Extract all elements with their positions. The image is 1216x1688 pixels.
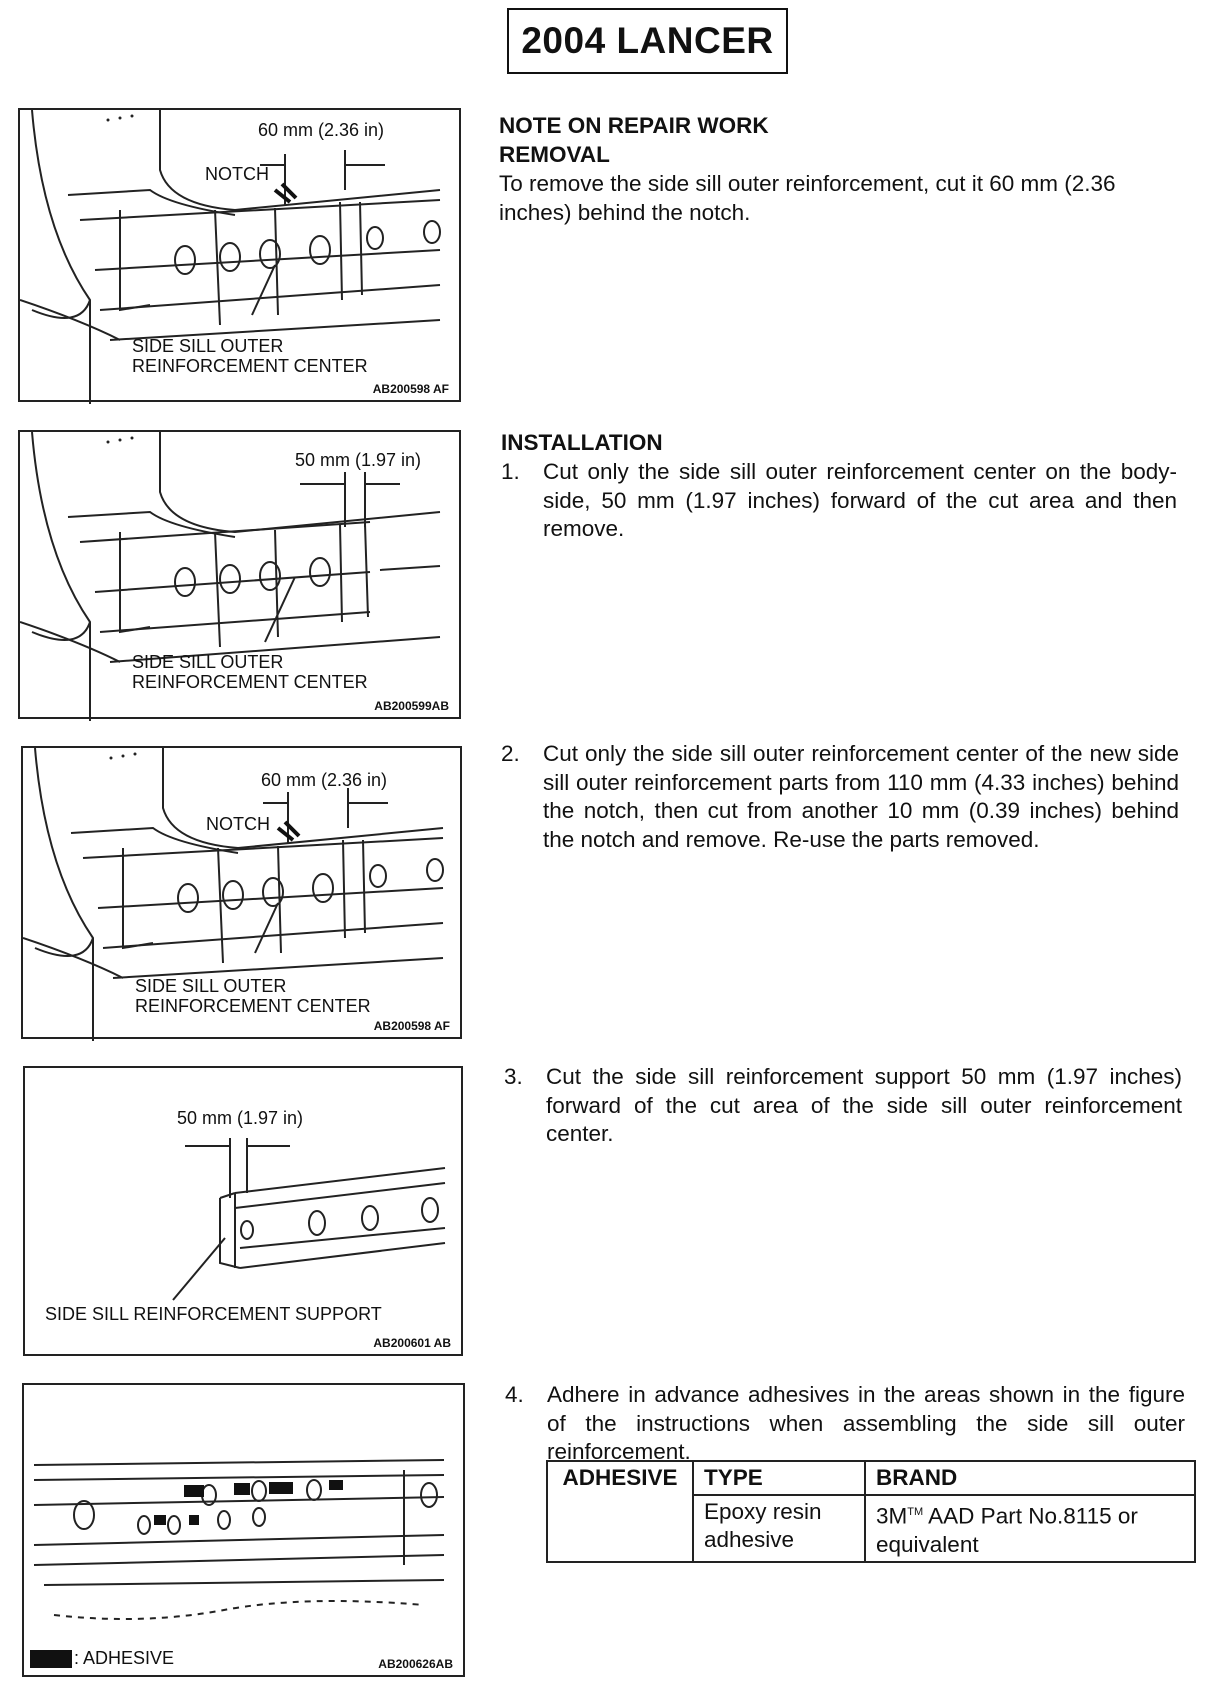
part-label-line1: SIDE SILL OUTER — [132, 652, 284, 672]
brand-suffix: AAD Part No.8115 or equivalent — [876, 1503, 1138, 1557]
installation-heading: INSTALLATION — [501, 430, 663, 455]
step-1 — [501, 458, 1177, 544]
step-number: 2. — [501, 741, 520, 766]
adhesive-legend: : ADHESIVE — [74, 1648, 175, 1668]
brand-prefix: 3M — [876, 1503, 908, 1529]
removal-body: To remove the side sill outer reinforcement, cut it 60 mm (2.36 inches) behind the notch. — [499, 171, 1116, 225]
figure-installation-3 — [23, 1066, 463, 1356]
figure-installation-2 — [21, 746, 462, 1039]
type-header-cell: TYPE — [693, 1461, 865, 1495]
step-3 — [504, 1063, 1182, 1149]
page-title: 2004 LANCER — [507, 8, 788, 74]
dimension-label: 60 mm (2.36 in) — [261, 770, 388, 790]
step-2 — [501, 740, 1179, 854]
part-label: SIDE SILL REINFORCEMENT SUPPORT — [45, 1304, 382, 1324]
dimension-label: 50 mm (1.97 in) — [295, 450, 422, 470]
note-heading: NOTE ON REPAIR WORK — [499, 113, 769, 138]
step-text: Cut the side sill reinforcement support 50 mm (1.97 inches) forward of the cut area of the side sill outer reinforcement center. — [546, 1064, 1182, 1146]
step-4 — [505, 1381, 1185, 1467]
step-number: 3. — [504, 1064, 523, 1089]
adhesive-label-cell: ADHESIVE — [547, 1461, 693, 1562]
step-text: Adhere in advance adhesives in the areas shown in the figure of the instructions when assembling the side sill outer reinforcement. — [547, 1382, 1185, 1464]
figure-code: AB200599AB — [374, 699, 449, 713]
notch-label: NOTCH — [206, 814, 270, 834]
brand-value-cell — [865, 1495, 1195, 1562]
part-label-line1: SIDE SILL OUTER — [132, 336, 284, 356]
part-label-line2: REINFORCEMENT CENTER — [132, 356, 368, 376]
removal-heading: REMOVAL — [499, 142, 610, 167]
table-row — [547, 1461, 1195, 1495]
trademark-mark: TM — [907, 1506, 924, 1518]
part-label-line2: REINFORCEMENT CENTER — [132, 672, 368, 692]
figure-code: AB200601 AB — [373, 1336, 451, 1350]
adhesive-table — [546, 1460, 1196, 1563]
part-label-line1: SIDE SILL OUTER — [135, 976, 287, 996]
step-number: 4. — [505, 1382, 524, 1407]
part-label-line2: REINFORCEMENT CENTER — [135, 996, 371, 1016]
brand-header-cell: BRAND — [865, 1461, 1195, 1495]
figure-installation-1 — [18, 430, 461, 719]
adhesive-illustration — [24, 1385, 467, 1679]
notch-label: NOTCH — [205, 164, 269, 184]
dimension-label: 60 mm (2.36 in) — [258, 120, 385, 140]
figure-code: AB200626AB — [378, 1657, 453, 1671]
figure-code: AB200598 AF — [372, 382, 449, 396]
step-number: 1. — [501, 459, 520, 484]
figure-adhesive — [22, 1383, 465, 1677]
step-text: Cut only the side sill outer reinforcement center of the new side sill outer reinforcement parts from 110 mm (4.33 inches) behind the notch, then cut from another 10 mm (0.39 inches) behind the notch and remove. Re-use the parts removed. — [543, 741, 1179, 852]
type-value-cell: Epoxy resin adhesive — [693, 1495, 865, 1562]
figure-removal — [18, 108, 461, 402]
step-text: Cut only the side sill outer reinforcement center on the body-side, 50 mm (1.97 inches) forward of the cut area and then remove. — [543, 459, 1177, 541]
figure-code: AB200598 AF — [373, 1019, 450, 1033]
dimension-label: 50 mm (1.97 in) — [177, 1108, 304, 1128]
